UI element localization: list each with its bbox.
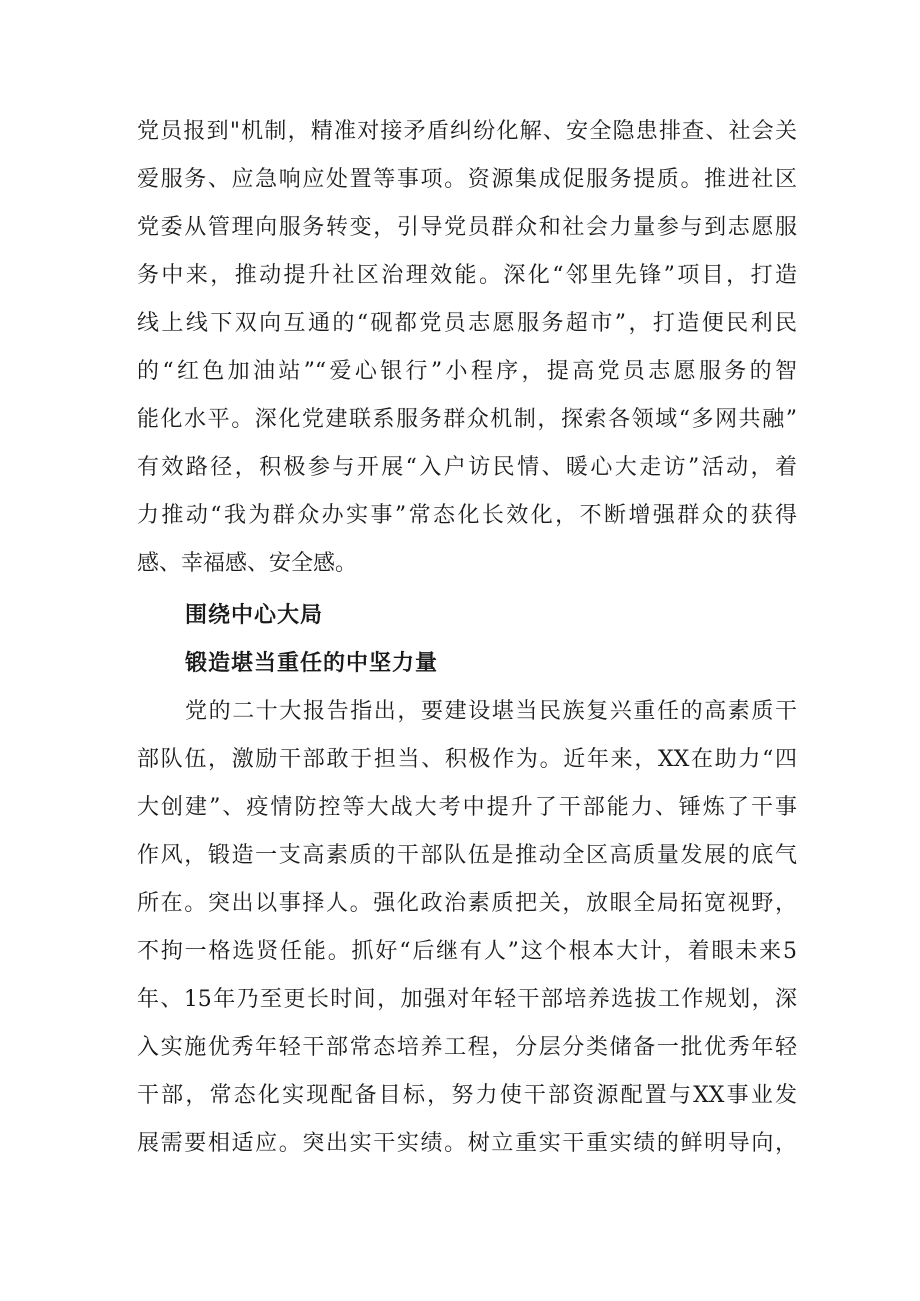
paragraph-line: 力推动“我为群众办实事”常态化长效化，不断增强群众的获得 xyxy=(137,503,797,528)
paragraph-line: 线上线下双向互通的“砚都党员志愿服务超市”，打造便民利民 xyxy=(137,311,797,336)
section-subheading: 锻造堪当重任的中坚力量 xyxy=(185,651,439,676)
paragraph-line: 党委从管理向服务转变，引导党员群众和社会力量参与到志愿服 xyxy=(137,215,797,240)
paragraph-line: 不拘一格选贤任能。抓好“后继有人”这个根本大计，着眼未来5 xyxy=(137,939,797,964)
paragraph-line: 的“红色加油站”“爱心银行”小程序，提高党员志愿服务的智 xyxy=(137,359,797,384)
paragraph-line-last: 感、幸福感、安全感。 xyxy=(137,551,358,576)
paragraph-first-line: 党的二十大报告指出，要建设堪当民族复兴重任的高素质干 xyxy=(185,699,797,724)
paragraph-line: 大创建”、疫情防控等大战大考中提升了干部能力、锤炼了干事 xyxy=(137,795,797,820)
paragraph-line: 所在。突出以事择人。强化政治素质把关，放眼全局拓宽视野， xyxy=(137,891,797,916)
paragraph-line: 党员报到"机制，精准对接矛盾纠纷化解、安全隐患排查、社会关 xyxy=(137,119,797,144)
paragraph-line: 展需要相适应。突出实干实绩。树立重实干重实绩的鲜明导向， xyxy=(137,1131,797,1156)
paragraph-line: 爱服务、应急响应处置等事项。资源集成促服务提质。推进社区 xyxy=(137,167,797,192)
section-heading: 围绕中心大局 xyxy=(185,603,324,628)
paragraph-line: 入实施优秀年轻干部常态培养工程，分层分类储备一批优秀年轻 xyxy=(137,1035,797,1060)
paragraph-line: 年、15年乃至更长时间，加强对年轻干部培养选拔工作规划，深 xyxy=(137,987,797,1012)
paragraph-line: 有效路径，积极参与开展“入户访民情、暖心大走访”活动，着 xyxy=(137,455,797,480)
paragraph-line: 作风，锻造一支高素质的干部队伍是推动全区高质量发展的底气 xyxy=(137,843,797,868)
paragraph-line: 能化水平。深化党建联系服务群众机制，探索各领域“多网共融” xyxy=(137,407,797,432)
paragraph-line: 部队伍，激励干部敢于担当、积极作为。近年来，XX在助力“四 xyxy=(137,747,797,772)
paragraph-line: 务中来，推动提升社区治理效能。深化“邻里先锋”项目，打造 xyxy=(137,263,797,288)
paragraph-line: 干部，常态化实现配备目标，努力使干部资源配置与XX事业发 xyxy=(137,1083,797,1108)
